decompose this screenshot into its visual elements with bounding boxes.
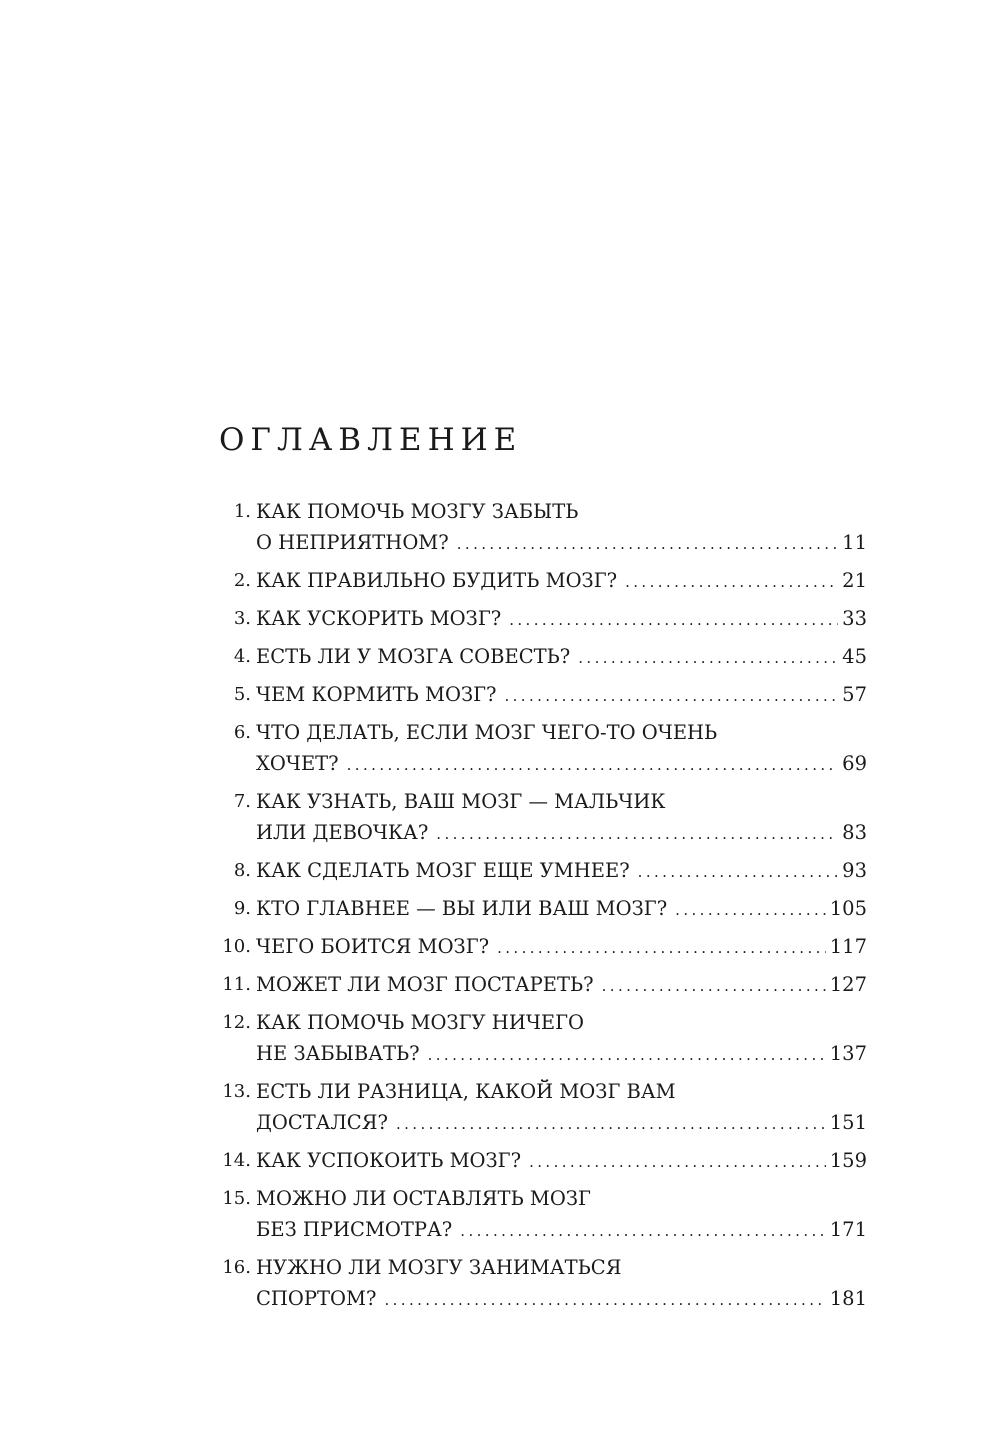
toc-entry-page-number: 57 (842, 683, 867, 706)
toc-entry-title: ЧЕГО БОИТСЯ МОЗГ? (256, 935, 490, 958)
toc-entry[interactable] (213, 679, 867, 712)
toc-entry-title-line: КАК ПОМОЧЬ МОЗГУ НИЧЕГО (256, 1011, 585, 1034)
toc-entry-last-line (256, 1283, 867, 1316)
toc-entry[interactable] (213, 603, 867, 636)
toc-entry-title: НЕ ЗАБЫВАТЬ? (256, 1042, 420, 1065)
toc-entry-number: 16. (222, 1257, 251, 1278)
toc-entry-title: ХОЧЕТ? (256, 752, 339, 775)
toc-entry-title: КАК ПРАВИЛЬНО БУДИТЬ МОЗГ? (256, 569, 618, 592)
toc-entry-number: 1. (233, 501, 251, 522)
toc-entry-number: 7. (233, 791, 251, 812)
toc-entry-title: КАК СДЕЛАТЬ МОЗГ ЕЩЕ УМНЕЕ? (256, 859, 630, 882)
toc-entry-title: ДОСТАЛСЯ? (256, 1111, 388, 1134)
toc-entry-page-number: 21 (842, 569, 867, 592)
dot-leader (384, 1285, 825, 1316)
dot-leader (457, 529, 838, 560)
toc-entry-number: 14. (222, 1150, 251, 1171)
toc-entry-last-line (256, 565, 867, 598)
toc-entry-number: 8. (233, 860, 251, 881)
toc-entry-title: КАК УСПОКОИТЬ МОЗГ? (256, 1149, 522, 1172)
toc-entry[interactable] (213, 1183, 867, 1247)
toc-entry-page-number: 137 (829, 1042, 867, 1065)
toc-list (213, 496, 867, 1321)
toc-entry-title: КАК УСКОРИТЬ МОЗГ? (256, 607, 502, 630)
toc-entry[interactable] (213, 1145, 867, 1178)
dot-leader (347, 750, 839, 781)
toc-entry-last-line (256, 1145, 867, 1178)
toc-entry-title: ЧЕМ КОРМИТЬ МОЗГ? (256, 683, 497, 706)
toc-entry-last-line (256, 893, 867, 926)
toc-entry-title-line: ЕСТЬ ЛИ РАЗНИЦА, КАКОЙ МОЗГ ВАМ (256, 1080, 676, 1103)
toc-entry[interactable] (213, 893, 867, 926)
toc-entry-page-number: 171 (829, 1218, 867, 1241)
toc-entry-number: 12. (222, 1012, 251, 1033)
toc-entry[interactable] (213, 1007, 867, 1071)
dot-leader (428, 1040, 826, 1071)
toc-entry-last-line (256, 817, 867, 850)
dot-leader (509, 605, 838, 636)
toc-entry-page-number: 83 (842, 821, 867, 844)
toc-entry-number: 13. (222, 1081, 251, 1102)
toc-entry-last-line (256, 931, 867, 964)
toc-entry-title: О НЕПРИЯТНОМ? (256, 531, 449, 554)
dot-leader (529, 1147, 826, 1178)
dot-leader (675, 895, 826, 926)
dot-leader (578, 643, 838, 674)
toc-entry-last-line (256, 603, 867, 636)
toc-entry-last-line (256, 527, 867, 560)
toc-entry-title-line: ЧТО ДЕЛАТЬ, ЕСЛИ МОЗГ ЧЕГО-ТО ОЧЕНЬ (256, 721, 718, 744)
dot-leader (436, 819, 838, 850)
toc-entry-number: 4. (233, 646, 251, 667)
toc-title: ОГЛАВЛЕНИЕ (219, 422, 523, 458)
toc-entry-number: 2. (233, 570, 251, 591)
toc-entry-page-number: 151 (829, 1111, 867, 1134)
toc-entry-title: КТО ГЛАВНЕЕ — ВЫ ИЛИ ВАШ МОЗГ? (256, 897, 668, 920)
toc-entry[interactable] (213, 641, 867, 674)
toc-entry-title-line: НУЖНО ЛИ МОЗГУ ЗАНИМАТЬСЯ (256, 1256, 622, 1279)
toc-entry-title: ИЛИ ДЕВОЧКА? (256, 821, 429, 844)
toc-entry-number: 15. (222, 1188, 251, 1209)
toc-entry-title: БЕЗ ПРИСМОТРА? (256, 1218, 453, 1241)
toc-entry-number: 3. (233, 608, 251, 629)
dot-leader (497, 933, 826, 964)
toc-entry[interactable] (213, 1252, 867, 1316)
dot-leader (625, 567, 838, 598)
toc-entry[interactable] (213, 855, 867, 888)
toc-entry-title-line: КАК УЗНАТЬ, ВАШ МОЗГ — МАЛЬЧИК (256, 790, 666, 813)
toc-entry-title-line: МОЖНО ЛИ ОСТАВЛЯТЬ МОЗГ (256, 1187, 591, 1210)
toc-entry[interactable] (213, 931, 867, 964)
toc-entry-page-number: 11 (842, 531, 867, 554)
toc-entry-title: ЕСТЬ ЛИ У МОЗГА СОВЕСТЬ? (256, 645, 571, 668)
toc-entry-page-number: 105 (829, 897, 867, 920)
toc-entry-page-number: 117 (829, 935, 867, 958)
toc-entry-last-line (256, 1214, 867, 1247)
toc-entry-page-number: 93 (842, 859, 867, 882)
toc-entry[interactable] (213, 565, 867, 598)
toc-entry-number: 10. (222, 936, 251, 957)
toc-entry[interactable] (213, 717, 867, 781)
toc-entry-page-number: 33 (842, 607, 867, 630)
toc-entry-number: 5. (233, 684, 251, 705)
toc-entry[interactable] (213, 496, 867, 560)
toc-entry-last-line (256, 641, 867, 674)
toc-entry-last-line (256, 969, 867, 1002)
toc-entry-last-line (256, 855, 867, 888)
toc-entry-page-number: 69 (842, 752, 867, 775)
dot-leader (602, 971, 826, 1002)
toc-entry-last-line (256, 748, 867, 781)
toc-entry-number: 9. (233, 898, 251, 919)
toc-entry-title-line: КАК ПОМОЧЬ МОЗГУ ЗАБЫТЬ (256, 500, 579, 523)
toc-entry-page-number: 159 (829, 1149, 867, 1172)
dot-leader (460, 1216, 825, 1247)
toc-entry-last-line (256, 1107, 867, 1140)
dot-leader (396, 1109, 826, 1140)
toc-entry-page-number: 181 (829, 1287, 867, 1310)
toc-entry-last-line (256, 679, 867, 712)
toc-entry[interactable] (213, 1076, 867, 1140)
dot-leader (638, 857, 839, 888)
toc-entry-number: 6. (233, 722, 251, 743)
toc-entry-title: СПОРТОМ? (256, 1287, 377, 1310)
dot-leader (504, 681, 838, 712)
toc-entry-last-line (256, 1038, 867, 1071)
toc-entry-title: МОЖЕТ ЛИ МОЗГ ПОСТАРЕТЬ? (256, 973, 594, 996)
toc-entry-page-number: 127 (829, 973, 867, 996)
toc-entry[interactable] (213, 786, 867, 850)
toc-entry-page-number: 45 (842, 645, 867, 668)
toc-entry[interactable] (213, 969, 867, 1002)
toc-entry-number: 11. (222, 974, 251, 995)
